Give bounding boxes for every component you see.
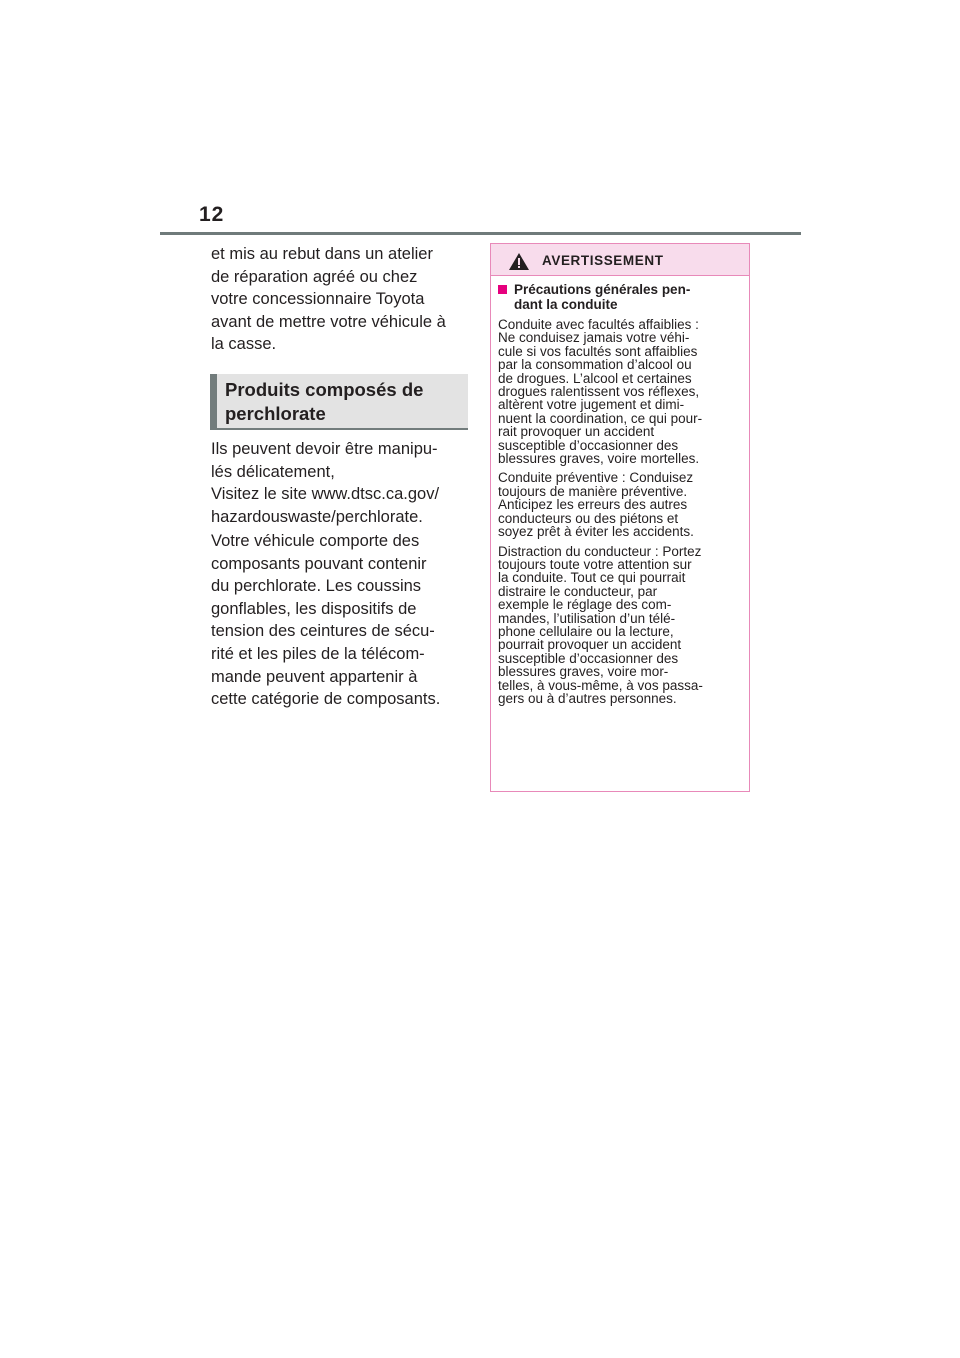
warning-subheading-line: Précautions générales pen- — [514, 282, 691, 297]
text-line: gers ou à d’autres personnes. — [498, 690, 677, 706]
text-line: pourrait provoquer un accident — [498, 637, 682, 653]
warning-triangle-icon — [509, 253, 529, 270]
warning-body — [491, 276, 749, 705]
text-line: Votre véhicule comporte des — [211, 532, 420, 550]
text-line: lés délicatement, — [211, 462, 335, 481]
warning-title: AVERTISSEMENT — [542, 253, 664, 268]
text-line: rait provoquer un accident — [498, 424, 655, 440]
warning-subheading-line: dant la conduite — [514, 296, 618, 312]
text-line: de réparation agréé ou chez — [211, 267, 418, 286]
text-line: de drogues. L’alcool et certaines — [498, 370, 692, 386]
text-line: et mis au rebut dans un atelier — [211, 245, 433, 263]
text-line: susceptible d’occasionner des — [498, 437, 679, 453]
text-line: Conduite avec facultés affaiblies : — [498, 317, 699, 332]
text-line: Conduite préventive : Conduisez — [498, 470, 694, 486]
text-line: hazardouswaste/perchlorate. — [211, 507, 423, 526]
text-line: cule si vos facultés sont affaiblies — [498, 343, 698, 359]
warning-header — [491, 244, 749, 276]
intro-paragraph — [211, 243, 446, 356]
text-line: Visitez le site www.dtsc.ca.gov/ — [211, 485, 440, 504]
text-line: blessures graves, voire mortelles. — [498, 451, 700, 467]
perchlorate-handling-paragraph — [211, 438, 439, 528]
driver-distraction-paragraph — [498, 545, 743, 706]
text-line: gonflables, les dispositifs de — [211, 599, 417, 618]
text-line: Anticipez les erreurs des autres — [498, 497, 688, 513]
text-line: par la consommation d’alcool ou — [498, 357, 692, 373]
text-line: du perchlorate. Les coussins — [211, 577, 422, 596]
text-line: blessures graves, voire mor- — [498, 664, 669, 680]
warning-subheading — [498, 283, 743, 312]
text-line: Ils peuvent devoir être manipu- — [211, 440, 438, 458]
text-line: nuent la coordination, ce qui pour- — [498, 410, 703, 426]
text-line: toujours toute votre attention sur — [498, 556, 692, 572]
text-line: la casse. — [211, 335, 277, 354]
text-line: telles, à vous-même, à vos passa- — [498, 677, 703, 693]
section-heading-line: Produits composés de — [225, 379, 424, 400]
text-line: votre concessionnaire Toyota — [211, 290, 425, 309]
section-heading-line: perchlorate — [225, 403, 326, 424]
section-heading — [210, 374, 468, 430]
text-line: Distraction du conducteur : Portez — [498, 543, 702, 559]
warning-box — [490, 243, 750, 792]
impaired-driving-paragraph — [498, 318, 743, 465]
defensive-driving-paragraph — [498, 471, 743, 538]
text-line: exemple le réglage des com- — [498, 597, 672, 613]
text-line: distraire le conducteur, par — [498, 583, 658, 599]
text-line: conducteurs ou des piétons et — [498, 510, 679, 526]
text-line: susceptible d’occasionner des — [498, 650, 679, 666]
text-line: soyez prêt à éviter les accidents. — [498, 524, 694, 540]
text-line: la conduite. Tout ce qui pourrait — [498, 570, 686, 586]
text-line: drogues ralentissent vos réflexes, — [498, 384, 700, 400]
text-line: mande peuvent appartenir à — [211, 667, 418, 686]
square-bullet-icon — [498, 285, 507, 294]
text-line: cette catégorie de composants. — [211, 690, 441, 709]
text-line: mandes, l’utilisation d’un télé- — [498, 610, 676, 626]
text-line: composants pouvant contenir — [211, 554, 427, 573]
text-line: toujours de manière préventive. — [498, 483, 688, 499]
text-line: phone cellulaire ou la lecture, — [498, 623, 674, 639]
header-rule — [160, 232, 801, 235]
text-line: altèrent votre jugement et dimi- — [498, 397, 685, 413]
text-line: avant de mettre votre véhicule à — [211, 312, 446, 331]
perchlorate-components-paragraph — [211, 530, 440, 711]
page-number: 12 — [199, 203, 225, 226]
text-line: Ne conduisez jamais votre véhi- — [498, 330, 690, 346]
text-line: rité et les piles de la télécom- — [211, 644, 425, 663]
text-line: tension des ceintures de sécu- — [211, 622, 435, 641]
